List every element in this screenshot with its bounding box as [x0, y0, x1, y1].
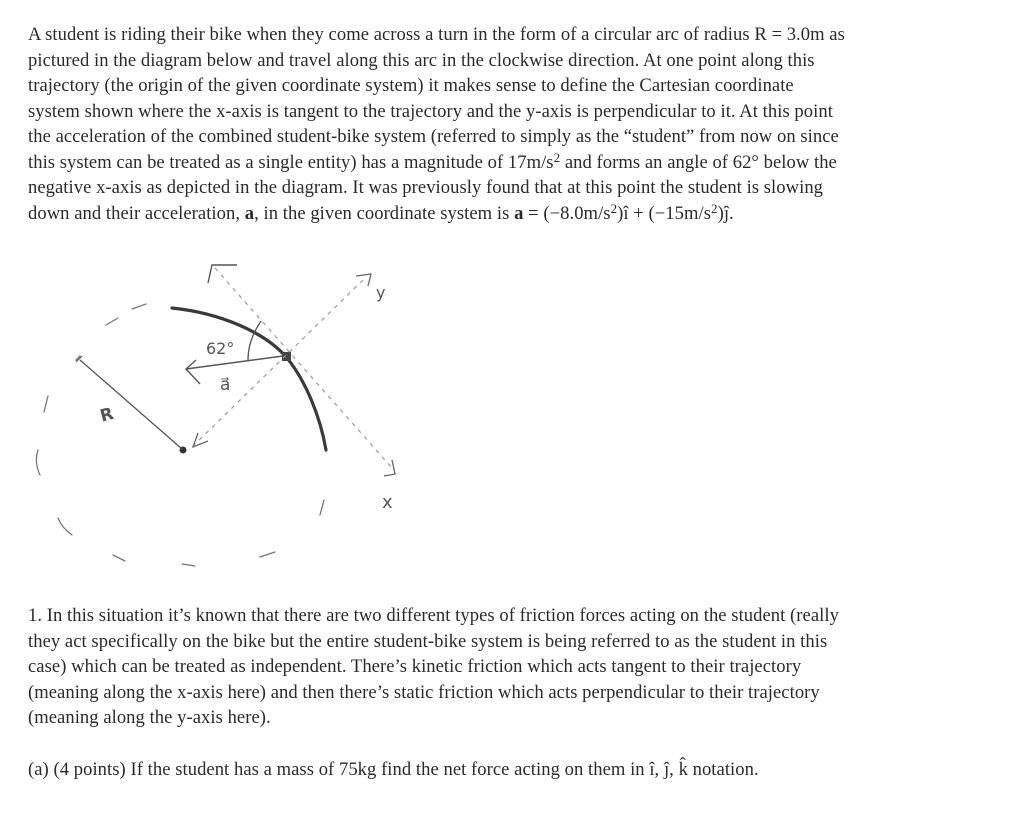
- radius-label: R: [97, 403, 116, 427]
- radius-line: [80, 360, 182, 449]
- x-axis-line: [215, 268, 392, 468]
- y-axis-label: y: [376, 283, 386, 302]
- angle-arc: [248, 321, 261, 360]
- text-segment: down and their acceleration,: [28, 202, 245, 224]
- y-axis-line: [192, 280, 363, 447]
- intro-line-5: the acceleration of the combined student-bike system (referred to simply as the “student” from now on since: [28, 126, 839, 147]
- acceleration-symbol: a: [514, 202, 524, 224]
- text-segment: )ĵ.: [717, 202, 734, 224]
- x-axis-label: x: [382, 492, 393, 513]
- intro-line-8: [28, 201, 1003, 227]
- center-arrowhead: [193, 433, 208, 447]
- text-segment: and forms an angle of 62° below the: [560, 151, 837, 173]
- question-1-line-4: (meaning along the x-axis here) and then there’s static friction which acts perpendicular to their trajectory: [28, 681, 820, 703]
- text-segment: = (−8.0m/s: [523, 202, 611, 224]
- acceleration-vector: [186, 356, 283, 369]
- text-segment: )î + (−15m/s: [617, 202, 712, 224]
- intro-line-2: pictured in the diagram below and travel along this arc in the clockwise direction. At one point along this: [28, 49, 815, 71]
- question-1-line-2: they act specifically on the bike but the entire student-bike system is being referred to as the student in this: [28, 630, 828, 652]
- text-segment: , in the given coordinate system is: [254, 202, 515, 224]
- angle-label: 62°: [206, 339, 235, 358]
- superscript: 2: [711, 200, 718, 216]
- question-1a-text: (a) (4 points) If the student has a mass of 75kg find the net force acting on them in î, ĵ, k̂ notation.: [28, 759, 759, 780]
- question-1-line-3: case) which can be treated as independent. There’s kinetic friction which acts tangent to their trajectory: [28, 656, 802, 677]
- text-segment: this system can be treated as a single entity) has a magnitude of 17m/s: [28, 151, 554, 173]
- question-1-line-5: (meaning along the y-axis here).: [28, 707, 271, 728]
- superscript: 2: [610, 200, 618, 216]
- question-1-line-1: 1. In this situation it’s known that there are two different types of friction forces acting on the student (really: [28, 605, 839, 626]
- acceleration-symbol: a: [244, 202, 255, 224]
- intro-line-4: system shown where the x-axis is tangent to the trajectory and the y-axis is perpendicular to it. At this point: [28, 100, 833, 122]
- acceleration-label: a⃗: [220, 375, 231, 395]
- origin-point: [282, 352, 291, 361]
- superscript: 2: [553, 149, 561, 165]
- intro-line-7: negative x-axis as depicted in the diagram. It was previously found that at this point the student is slowing: [28, 177, 824, 198]
- intro-line-6: [28, 150, 1003, 176]
- circular-arc-diagram: [20, 250, 440, 570]
- question-1: [28, 603, 1003, 731]
- question-1a: [28, 757, 1003, 783]
- intro-line-3: trajectory (the origin of the given coordinate system) it makes sense to define the Cartesian coordinate: [28, 75, 794, 96]
- problem-statement: [28, 22, 1003, 226]
- intro-line-1: A student is riding their bike when they come across a turn in the form of a circular arc of radius R = 3.0m as: [28, 24, 845, 45]
